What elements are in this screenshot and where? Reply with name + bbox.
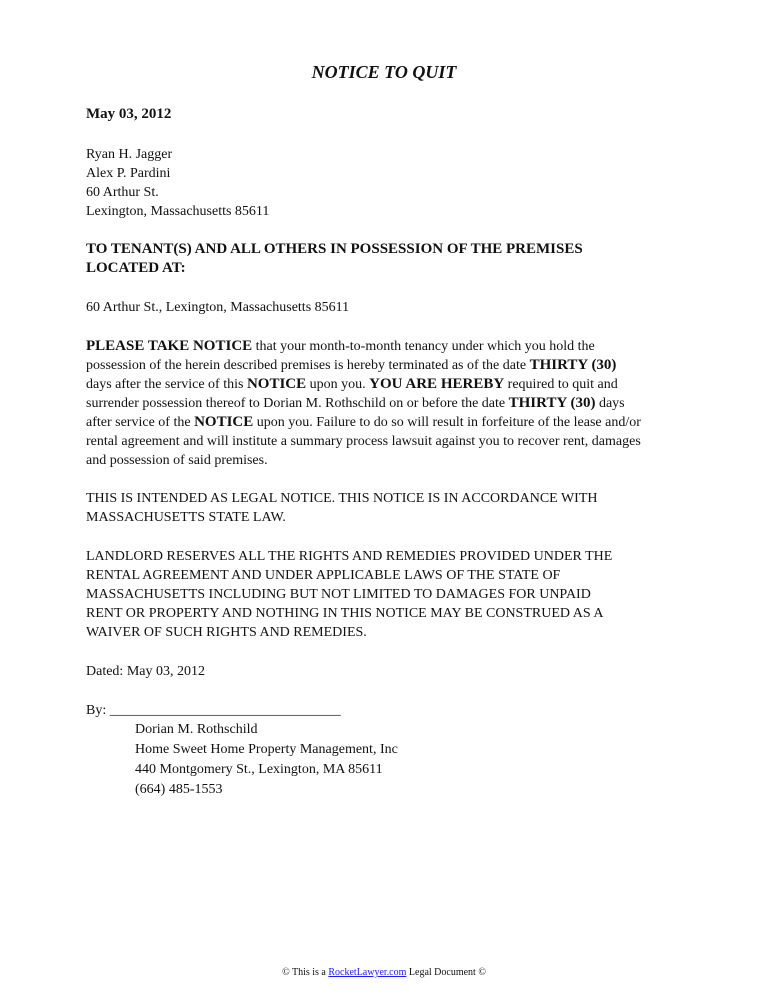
body-bold: THIRTY (30) [508, 395, 596, 411]
rocketlawyer-link[interactable]: RocketLawyer.com [328, 967, 407, 978]
signature-line: By: _________________________________ [86, 703, 341, 718]
heading-line: TO TENANT(S) AND ALL OTHERS IN POSSESSION OF THE PREMISES [86, 241, 583, 257]
premises-address: 60 Arthur St., Lexington, Massachusetts 85611 [86, 300, 350, 315]
signer-address: 440 Montgomery St., Lexington, MA 85611 [135, 762, 383, 777]
signer-company: Home Sweet Home Property Management, Inc [135, 742, 398, 757]
dated-line: Dated: May 03, 2012 [86, 664, 205, 679]
reserve-line: RENTAL AGREEMENT AND UNDER APPLICABLE LAWS OF THE STATE OF [86, 568, 561, 583]
footer-suffix: Legal Document © [406, 967, 486, 978]
rights-reserved-paragraph [86, 547, 686, 642]
body-bold: NOTICE [246, 376, 307, 392]
heading-line: LOCATED AT: [86, 260, 186, 276]
legal-notice-paragraph [86, 489, 686, 527]
body-bold: THIRTY (30) [529, 357, 617, 373]
recipient-heading [86, 240, 686, 278]
signer-block [135, 720, 398, 800]
reserve-line: WAIVER OF SUCH RIGHTS AND REMEDIES. [86, 625, 367, 640]
body-text: upon you. Failure to do so will result in forfeiture of the lease and/or [253, 415, 641, 430]
body-bold: NOTICE [194, 414, 254, 430]
reserve-line: RENT OR PROPERTY AND NOTHING IN THIS NOTICE MAY BE CONSTRUED AS A [86, 606, 604, 621]
body-text: after service of the [86, 415, 195, 430]
tenant-address-block [86, 145, 269, 221]
body-bold: YOU ARE HEREBY [369, 376, 505, 392]
body-text: that your month-to-month tenancy under which you hold the [252, 339, 595, 354]
body-text: required to quit and [504, 377, 618, 392]
reserve-line: MASSACHUSETTS INCLUDING BUT NOT LIMITED TO DAMAGES FOR UNPAID [86, 587, 591, 602]
notice-body [86, 337, 686, 470]
body-text: upon you. [306, 377, 370, 392]
tenant-street: 60 Arthur St. [86, 185, 159, 200]
signer-name: Dorian M. Rothschild [135, 722, 258, 737]
body-text: surrender possession thereof to Dorian M. Rothschild on or before the date [86, 396, 509, 411]
body-bold: PLEASE TAKE NOTICE [86, 338, 253, 354]
signer-phone: (664) 485-1553 [135, 782, 223, 797]
body-text: days [595, 396, 625, 411]
notice-date: May 03, 2012 [86, 106, 172, 122]
legal-line: MASSACHUSETTS STATE LAW. [86, 510, 286, 525]
footer-prefix: © This is a [282, 967, 329, 978]
document-title: NOTICE TO QUIT [311, 62, 457, 82]
body-text: days after the service of this [86, 377, 247, 392]
body-text: possession of the herein described premises is hereby terminated as of the date [86, 358, 530, 373]
tenant-name: Ryan H. Jagger [86, 147, 173, 162]
tenant-name: Alex P. Pardini [86, 166, 171, 181]
body-text: and possession of said premises. [86, 453, 268, 468]
tenant-city: Lexington, Massachusetts 85611 [86, 204, 270, 219]
legal-line: THIS IS INTENDED AS LEGAL NOTICE. THIS NOTICE IS IN ACCORDANCE WITH [86, 491, 598, 506]
reserve-line: LANDLORD RESERVES ALL THE RIGHTS AND REMEDIES PROVIDED UNDER THE [86, 549, 613, 564]
footer [0, 967, 768, 978]
body-text: rental agreement and will institute a summary process lawsuit against you to recover rent, damages [86, 434, 641, 449]
